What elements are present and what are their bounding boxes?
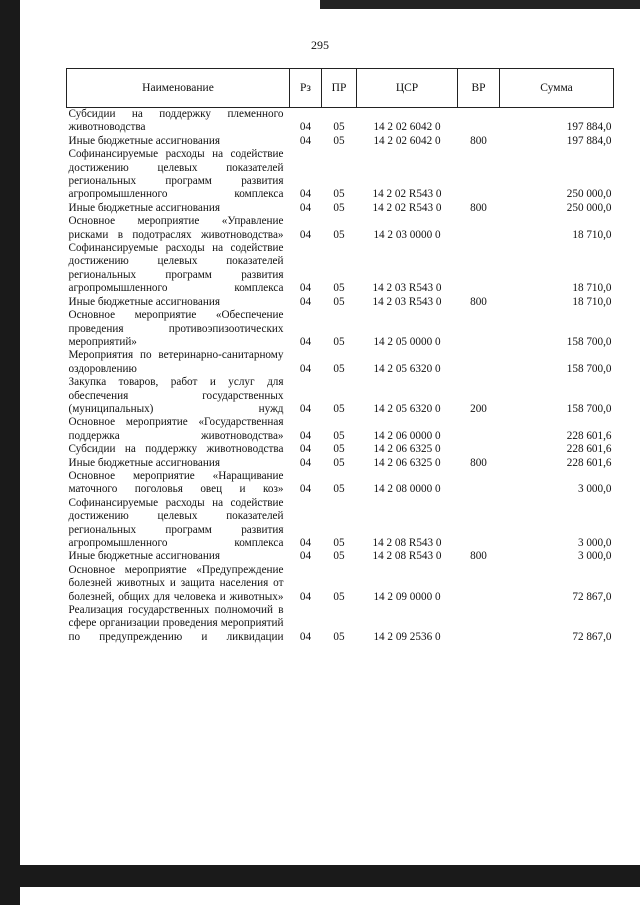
row-rz: 04: [299, 201, 312, 214]
row-pr: 05: [333, 295, 345, 308]
row-csr: 14 2 06 6325 0: [373, 443, 441, 456]
row-name: Иные бюджетные ассигнования: [68, 456, 220, 469]
row-sum: 158 700,0: [566, 362, 612, 375]
row-rz: 04: [299, 362, 312, 375]
row-pr: 05: [333, 630, 345, 643]
row-pr: 05: [333, 483, 345, 496]
row-vr: 800: [470, 134, 487, 147]
table-row: [67, 443, 614, 456]
row-sum: 18 710,0: [572, 282, 612, 295]
table-body: [67, 108, 614, 645]
row-pr: 05: [333, 456, 345, 469]
row-pr: 05: [333, 537, 345, 549]
table-row: [67, 309, 614, 349]
table-row: [67, 550, 614, 563]
row-rz: 04: [299, 228, 312, 241]
row-sum: 228 601,6: [566, 443, 612, 456]
row-csr: 14 2 08 R543 0: [372, 550, 442, 563]
row-name: Основное мероприятие «Наращивание маточного поголовья овец и коз»: [68, 469, 284, 496]
budget-table: [66, 68, 614, 644]
row-sum: 3 000,0: [577, 537, 612, 549]
table-row: [67, 564, 614, 604]
row-pr: 05: [333, 443, 345, 456]
row-name: Иные бюджетные ассигнования: [68, 295, 220, 308]
row-name: Основное мероприятие «Государственная поддержка животноводства»: [68, 416, 284, 442]
row-pr: 05: [333, 335, 345, 348]
table-row: [67, 242, 614, 296]
row-name: Иные бюджетные ассигнования: [68, 550, 220, 563]
row-sum: 3 000,0: [577, 483, 612, 496]
row-sum: 228 601,6: [566, 456, 612, 469]
page-number: 295: [311, 38, 329, 52]
row-rz: 04: [299, 282, 312, 295]
scan-edge-top: [320, 0, 640, 9]
row-vr: [458, 108, 500, 135]
row-vr: [458, 148, 500, 202]
header-csr: ЦСР: [357, 69, 458, 108]
row-rz: 04: [299, 295, 312, 308]
table-row: [67, 296, 614, 309]
header-name: Наименование: [67, 69, 290, 108]
row-csr: 14 2 06 0000 0: [373, 429, 441, 442]
table-row: [67, 376, 614, 416]
row-vr: [458, 497, 500, 551]
row-pr: 05: [333, 228, 345, 241]
row-rz: 04: [299, 134, 312, 147]
row-csr: 14 2 05 0000 0: [373, 335, 441, 348]
row-sum: 228 601,6: [566, 429, 612, 442]
row-rz: 04: [299, 188, 312, 201]
row-csr: 14 2 09 2536 0: [373, 630, 441, 643]
table-row: [67, 148, 614, 202]
header-vr: ВР: [458, 69, 500, 108]
row-csr: 14 2 08 R543 0: [372, 537, 442, 549]
row-csr: 14 2 02 R543 0: [372, 201, 442, 214]
table-row: [67, 349, 614, 376]
row-pr: 05: [333, 201, 345, 214]
row-csr: 14 2 09 0000 0: [373, 590, 441, 603]
row-vr: [458, 242, 500, 296]
row-csr: 14 2 03 R543 0: [372, 282, 442, 295]
row-sum: 197 884,0: [566, 121, 612, 134]
row-vr: [458, 564, 500, 604]
row-csr: 14 2 06 6325 0: [373, 456, 441, 469]
table-row: [67, 497, 614, 551]
row-rz: 04: [299, 429, 312, 442]
row-rz: 04: [299, 456, 312, 469]
row-sum: 3 000,0: [577, 550, 612, 563]
row-pr: 05: [333, 429, 345, 442]
table-row: [67, 202, 614, 215]
header-rz: Рз: [290, 69, 322, 108]
row-name: Субсидии на поддержку племенного животноводства: [68, 108, 284, 134]
row-csr: 14 2 05 6320 0: [373, 362, 441, 375]
table-row: [67, 215, 614, 242]
row-vr: [458, 349, 500, 376]
row-vr: [458, 470, 500, 497]
row-vr: [458, 309, 500, 349]
row-rz: 04: [299, 121, 312, 134]
row-csr: 14 2 03 R543 0: [372, 295, 442, 308]
row-vr: [458, 443, 500, 456]
row-sum: 18 710,0: [572, 295, 612, 308]
row-vr: 800: [470, 295, 487, 308]
table-row: [67, 135, 614, 148]
row-rz: 04: [299, 550, 312, 563]
row-sum: 158 700,0: [566, 402, 612, 415]
row-csr: 14 2 05 6320 0: [373, 402, 441, 415]
row-name: Софинансируемые расходы на содействие достижению целевых показателей региональных программ развития агропромышленного комплекса: [68, 242, 284, 295]
row-name: Софинансируемые расходы на содействие достижению целевых показателей региональных программ развития агропромышленного комплекса: [68, 496, 284, 549]
table-row: [67, 604, 614, 644]
row-sum: 72 867,0: [572, 590, 612, 603]
row-name: Софинансируемые расходы на содействие достижению целевых показателей региональных программ развития агропромышленного комплекса: [68, 148, 284, 201]
row-sum: 250 000,0: [566, 201, 612, 214]
row-pr: 05: [333, 282, 345, 295]
table-header-row: [67, 69, 614, 108]
row-vr: [458, 416, 500, 443]
row-name: Основное мероприятие «Обеспечение проведения противоэпизоотических мероприятий»: [68, 309, 284, 348]
row-pr: 05: [333, 362, 345, 375]
row-name: Основное мероприятие «Управление рисками в подотраслях животноводства»: [68, 215, 284, 241]
row-vr: 800: [470, 201, 487, 214]
row-pr: 05: [333, 134, 345, 147]
row-pr: 05: [333, 550, 345, 563]
header-sum: Сумма: [500, 69, 614, 108]
row-rz: 04: [299, 483, 312, 496]
table-row: [67, 108, 614, 135]
row-rz: 04: [299, 402, 312, 415]
row-pr: 05: [333, 590, 345, 603]
row-sum: 72 867,0: [572, 630, 612, 643]
row-sum: 158 700,0: [566, 335, 612, 348]
row-rz: 04: [299, 335, 312, 348]
row-rz: 04: [299, 537, 312, 549]
row-name: Реализация государственных полномочий в сфере организации проведения мероприятий по предупреждению и ликвидации: [68, 604, 284, 643]
row-name: Основное мероприятие «Предупреждение болезней животных и защита населения от болезней, общих для человека и животных»: [68, 563, 284, 603]
header-pr: ПР: [322, 69, 357, 108]
row-name: Субсидии на поддержку животноводства: [68, 443, 284, 456]
scan-edge-bottom: [20, 865, 640, 887]
row-csr: 14 2 08 0000 0: [373, 483, 441, 496]
table-row: [67, 416, 614, 443]
row-csr: 14 2 02 6042 0: [373, 121, 441, 134]
row-vr: 800: [470, 550, 487, 563]
row-name: Иные бюджетные ассигнования: [68, 201, 220, 214]
row-sum: 197 884,0: [566, 134, 612, 147]
row-vr: 800: [470, 456, 487, 469]
row-pr: 05: [333, 402, 345, 415]
row-pr: 05: [333, 188, 345, 201]
row-sum: 250 000,0: [566, 188, 612, 201]
scan-edge-left: [0, 0, 20, 905]
row-rz: 04: [299, 590, 312, 603]
row-sum: 18 710,0: [572, 228, 612, 241]
row-vr: 200: [470, 402, 487, 415]
table-row: [67, 470, 614, 497]
row-csr: 14 2 02 6042 0: [373, 134, 441, 147]
row-pr: 05: [333, 121, 345, 134]
row-vr: [458, 604, 500, 644]
row-rz: 04: [299, 630, 312, 643]
row-vr: [458, 215, 500, 242]
row-name: Иные бюджетные ассигнования: [68, 134, 220, 147]
row-csr: 14 2 03 0000 0: [373, 228, 441, 241]
table-row: [67, 457, 614, 470]
row-name: Закупка товаров, работ и услуг для обеспечения государственных (муниципальных) нужд: [68, 376, 284, 415]
row-rz: 04: [299, 443, 312, 456]
row-csr: 14 2 02 R543 0: [372, 188, 442, 201]
row-name: Мероприятия по ветеринарно-санитарному оздоровлению: [68, 349, 284, 375]
